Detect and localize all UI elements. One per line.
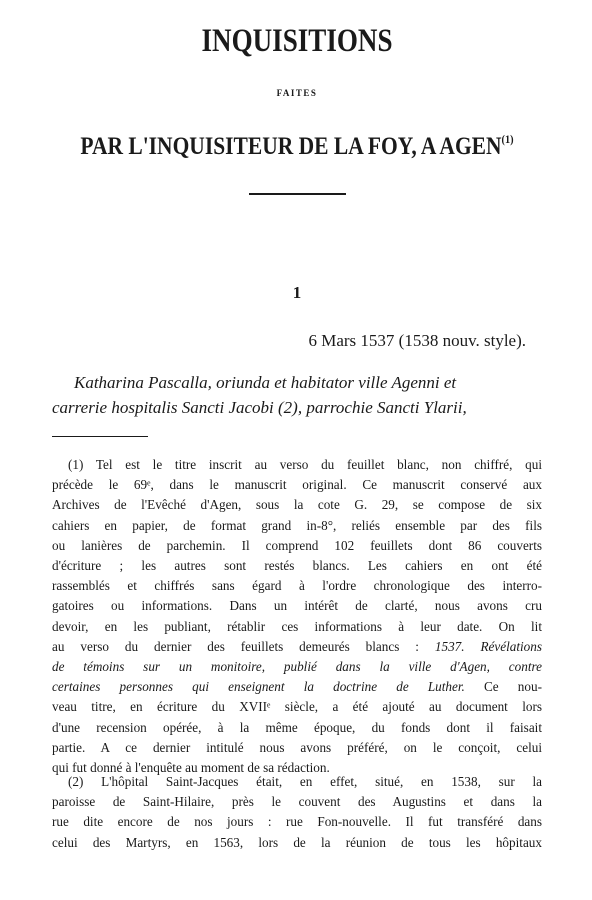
footnote-line: ou lanières de parchemin. Il comprend 102 feuillets dont 86 couverts [52,537,542,553]
footnote-line: veau titre, en écriture du XVIIᵉ siècle, a été ajouté au document lors [52,699,542,715]
subtitle-text: PAR L'INQUISITEUR DE LA FOY, A AGEN [80,133,502,160]
entry-number: 1 [292,283,302,302]
footnote-line-mixed [52,677,542,697]
entry-date: 6 Mars 1537 (1538 nouv. style). [308,331,526,350]
footnote-line: gatoires ou informations. Dans un intérêt de clarté, nous avons cru [52,598,542,614]
document-page [52,0,542,900]
footnote-ref-1: (1) [501,132,514,146]
footnote-line: cahiers en papier, de format grand in-8°, reliés ensemble par des fils [52,517,542,533]
footnote-line: (2) L'hôpital Saint-Jacques était, en effet, situé, en 1538, sur la [68,774,542,789]
footnote-2 [52,772,542,853]
footnote-line: rassemblés et chiffrés sans égard à l'ordre chronologique des interro- [52,578,542,594]
footnote-line: (1) Tel est le titre inscrit au verso du feuillet blanc, non chiffré, qui [68,457,542,472]
title-divider [249,193,346,195]
title-connector: FAITES [276,88,318,98]
footnote-line: précède le 69ᵉ, dans le manuscrit original. Ce manuscrit conservé aux [52,477,542,493]
footnote-1 [52,455,542,778]
footnote-line: paroisse de Saint-Hilaire, près le couvent des Augustins et dans la [52,794,542,810]
footnote-italic-segment: certaines personnes qui enseignent la doctrine de Luther. [52,679,465,695]
footnote-segment: Ce nou- [464,679,542,695]
footnote-line: devoir, en les publiant, rétablir ces informations à leur date. On lit [52,618,542,634]
footnote-divider [52,436,148,437]
latin-text-line-2: carrerie hospitalis Sancti Jacobi (2), parrochie Sancti Ylarii, [52,398,467,417]
footnote-line: rue dite encore de nos jours : rue Fon-nouvelle. Il fut transféré dans [52,814,542,830]
footnote-line: partie. A ce dernier intitulé nous avons préféré, on le conçoit, celui [52,739,542,755]
footnote-line-italic [52,657,542,677]
footnote-line-mixed [52,637,542,657]
page-subtitle [74,124,519,162]
footnote-line: Archives de l'Evêché d'Agen, sous la cote G. 29, se compose de six [52,497,542,513]
footnote-italic-segment: de témoins sur un monitoire, publié dans la ville d'Agen, contre [52,659,542,675]
footnote-line: d'une recension opérée, à la même époque, du fonds dont il faisait [52,719,542,735]
footnote-line: celui des Martyrs, en 1563, lors de la réunion de tous les hôpitaux [52,834,542,850]
page-title: INQUISITIONS [201,23,393,59]
footnote-line: d'écriture ; les autres sont restés blancs. Les cahiers en ont été [52,558,542,574]
footnote-italic-segment: 1537. Révélations [434,638,542,654]
footnote-line: qui fut donné à l'enquête au moment de sa rédaction. [52,760,330,776]
footnote-segment: au verso du dernier des feuillets demeurés blancs : [52,638,435,654]
latin-text-line-1: Katharina Pascalla, oriunda et habitator ville Agenni et [74,373,457,392]
